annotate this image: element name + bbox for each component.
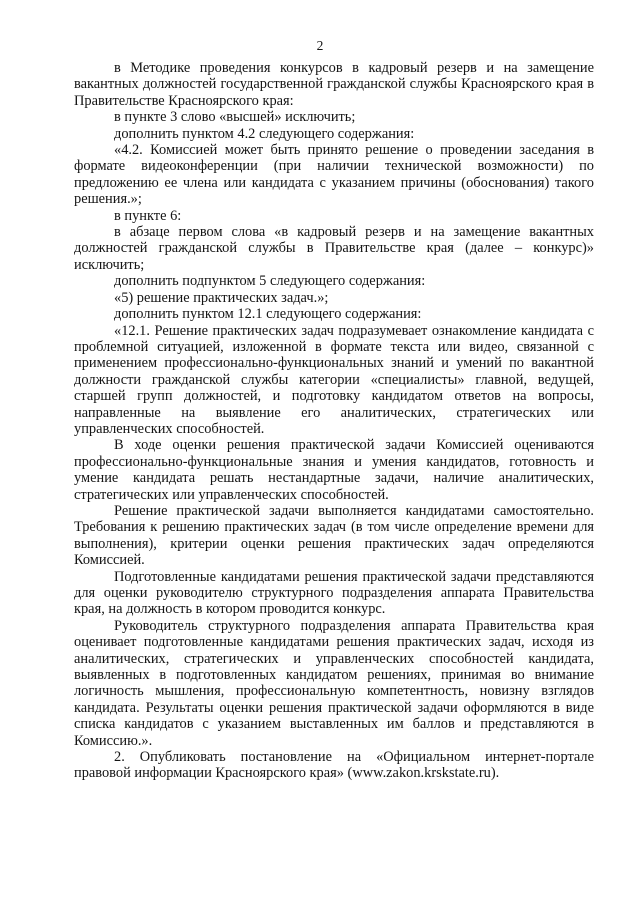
paragraph-independent-solution: Решение практической задачи выполняется кандидатами самостоятельно. Требования к решению практических задач (в том числе определение времени для выполнения), критерии оценки решения практических задач определяются Комиссией. [74,502,594,569]
paragraph-add-item-12-1: дополнить пунктом 12.1 следующего содержания: [114,306,422,323]
paragraph-publication: 2. Опубликовать постановление на «Официальном интернет-портале правовой информации Красноярского края» (www.zakon.krskstate.ru). [74,749,594,782]
paragraph-methodology-intro: в Методике проведения конкурсов в кадровый резерв и на замещение вакантных должностей государственной гражданской службы Красноярского края в Правительстве Красноярского края: [74,60,594,109]
paragraph-subitem-5-text: «5) решение практических задач.»; [114,289,329,306]
paragraph-item-4-2-text: «4.2. Комиссией может быть принято решение о проведении заседания в формате видеоконференции (при наличии технической возможности) по предложению ее члена или кандидата с указанием причины (обоснования) такого решения.»; [74,142,594,208]
paragraph-item-6: в пункте 6: [114,207,182,224]
paragraph-add-subitem-5: дополнить подпунктом 5 следующего содержания: [114,273,426,290]
paragraph-add-item-4-2: дополнить пунктом 4.2 следующего содержания: [114,125,415,142]
document-body [74,60,594,782]
page-number: 2 [316,38,324,53]
paragraph-evaluation: В ходе оценки решения практической задачи Комиссией оцениваются профессионально-функциональные знания и умения кандидатов, готовность и умение кандидата решать нестандартные задачи, наличие аналитических, стратегических или управленческих способностей. [74,437,594,503]
paragraph-item-12-1-text: «12.1. Решение практических задач подразумевает ознакомление кандидата с проблемной ситуацией, изложенной в формате текста или видео, связанной с применением профессионально-функциональных знаний и умений по вакантной должности гражданской службы категории «специалисты» главной, ведущей, старшей групп должностей, и подготовку кандидатом ответов на вопросы, направленные на выявление его аналитических, стратегических или управленческих способностей. [74,322,594,437]
paragraph-submission: Подготовленные кандидатами решения практической задачи представляются для оценки руководителю структурного подразделения аппарата Правительства края, на должность в котором проводится конкурс. [74,568,594,618]
paragraph-item-3: в пункте 3 слово «высшей» исключить; [114,109,356,126]
paragraph-first-abzac: в абзаце первом слова «в кадровый резерв и на замещение вакантных должностей гражданской службы в Правительстве края (далее – конкурс)» исключить; [74,224,594,273]
paragraph-head-evaluation: Руководитель структурного подразделения аппарата Правительства края оценивает подготовленные кандидатами решения практических задач, исходя из аналитических, стратегических и управленческих способностей кандидата, выявленных в подготовленных кандидатом решениях, принимая во внимание логичность мышления, профессиональную компетентность, новизну взглядов кандидата. Результаты оценки решения практической задачи оформляются в виде списка кандидатов с указанием выставленных им баллов и представляются в Комиссию.». [74,617,594,749]
